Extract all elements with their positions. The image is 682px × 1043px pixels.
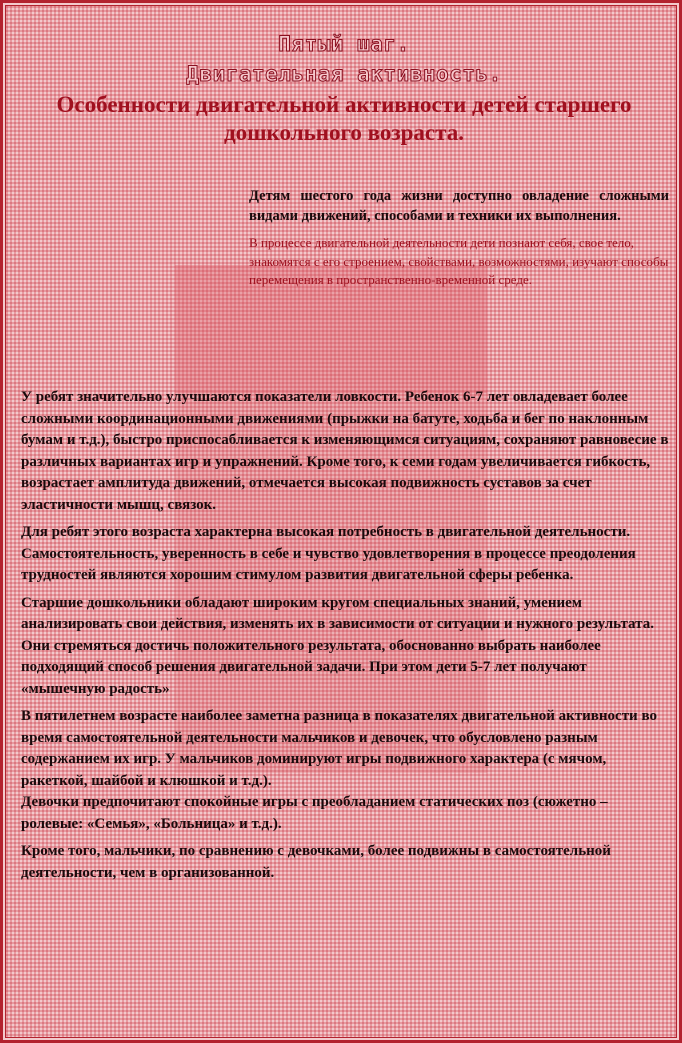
intro-red-paragraph: В процессе двигательной деятельности дети познают себя, свое тело, знакомятся с его строением, свойствами, возможностями, изучают способы перемещения в пространственно-временной среде. bbox=[249, 235, 669, 287]
heading-block bbox=[3, 29, 682, 147]
body-paragraph-gender-difference: В пятилетнем возрасте наиболее заметна разница в показателях двигательной активности во время самостоятельной деятельности мальчиков и девочек, что обусловлено разным содержанием их игр. У мальчиков доминируют игры подвижного характера (с мячом, ракеткой, шайбой и клюшкой и т.д.). Девочки предпочитают спокойные игры с преобладанием статических поз (сюжетно – ролевые: «Семья», «Больница» и т.д.). bbox=[21, 708, 657, 832]
intro-dark-paragraph: Детям шестого года жизни доступно овладение сложными видами движений, способами и техники их выполнения. bbox=[249, 188, 669, 224]
body-paragraph-agility: У ребят значительно улучшаются показатели ловкости. Ребенок 6-7 лет овладевает более сложными координационными движениями (прыжки на батуте, ходьба и бег по наклонным бумам и т.д.), быстро приспосабливается к изменяющимся ситуациям, сохраняют равновесие в различных вариантах игр и упражнений. Кроме того, к семи годам увеличивается гибкость, возрастает амплитуда движений, отмечается высокая подвижность суставов за счет эластичности мышц, связок. bbox=[21, 389, 669, 513]
body-paragraph-need: Для ребят этого возраста характерна высокая потребность в двигательной деятельности. Самостоятельность, уверенность в себе и чувство удовлетворения в процессе преодоления трудностей являются хорошим стимулом развития двигательной сферы ребенка. bbox=[21, 524, 636, 583]
body-text-block bbox=[21, 387, 669, 890]
body-paragraph-boys-activity: Кроме того, мальчики, по сравнению с девочками, более подвижны в самостоятельной деятельности, чем в организованной. bbox=[21, 843, 611, 881]
step-title: Пятый шаг. bbox=[278, 32, 410, 56]
page-subtitle: Особенности двигательной активности детей старшего дошкольного возраста. bbox=[56, 92, 632, 145]
intro-block bbox=[249, 186, 669, 290]
topic-title: Двигательная активность. bbox=[186, 62, 502, 86]
body-paragraph-knowledge: Старшие дошкольники обладают широким кругом специальных знаний, умением анализировать свои действия, изменять их в зависимости от ситуации и нужного результата. Они стремяться достичь положительного результата, обоснованно выбрать наиболее подходящий способ решения двигательной задачи. При этом дети 5-7 лет получают «мышечную радость» bbox=[21, 594, 654, 697]
